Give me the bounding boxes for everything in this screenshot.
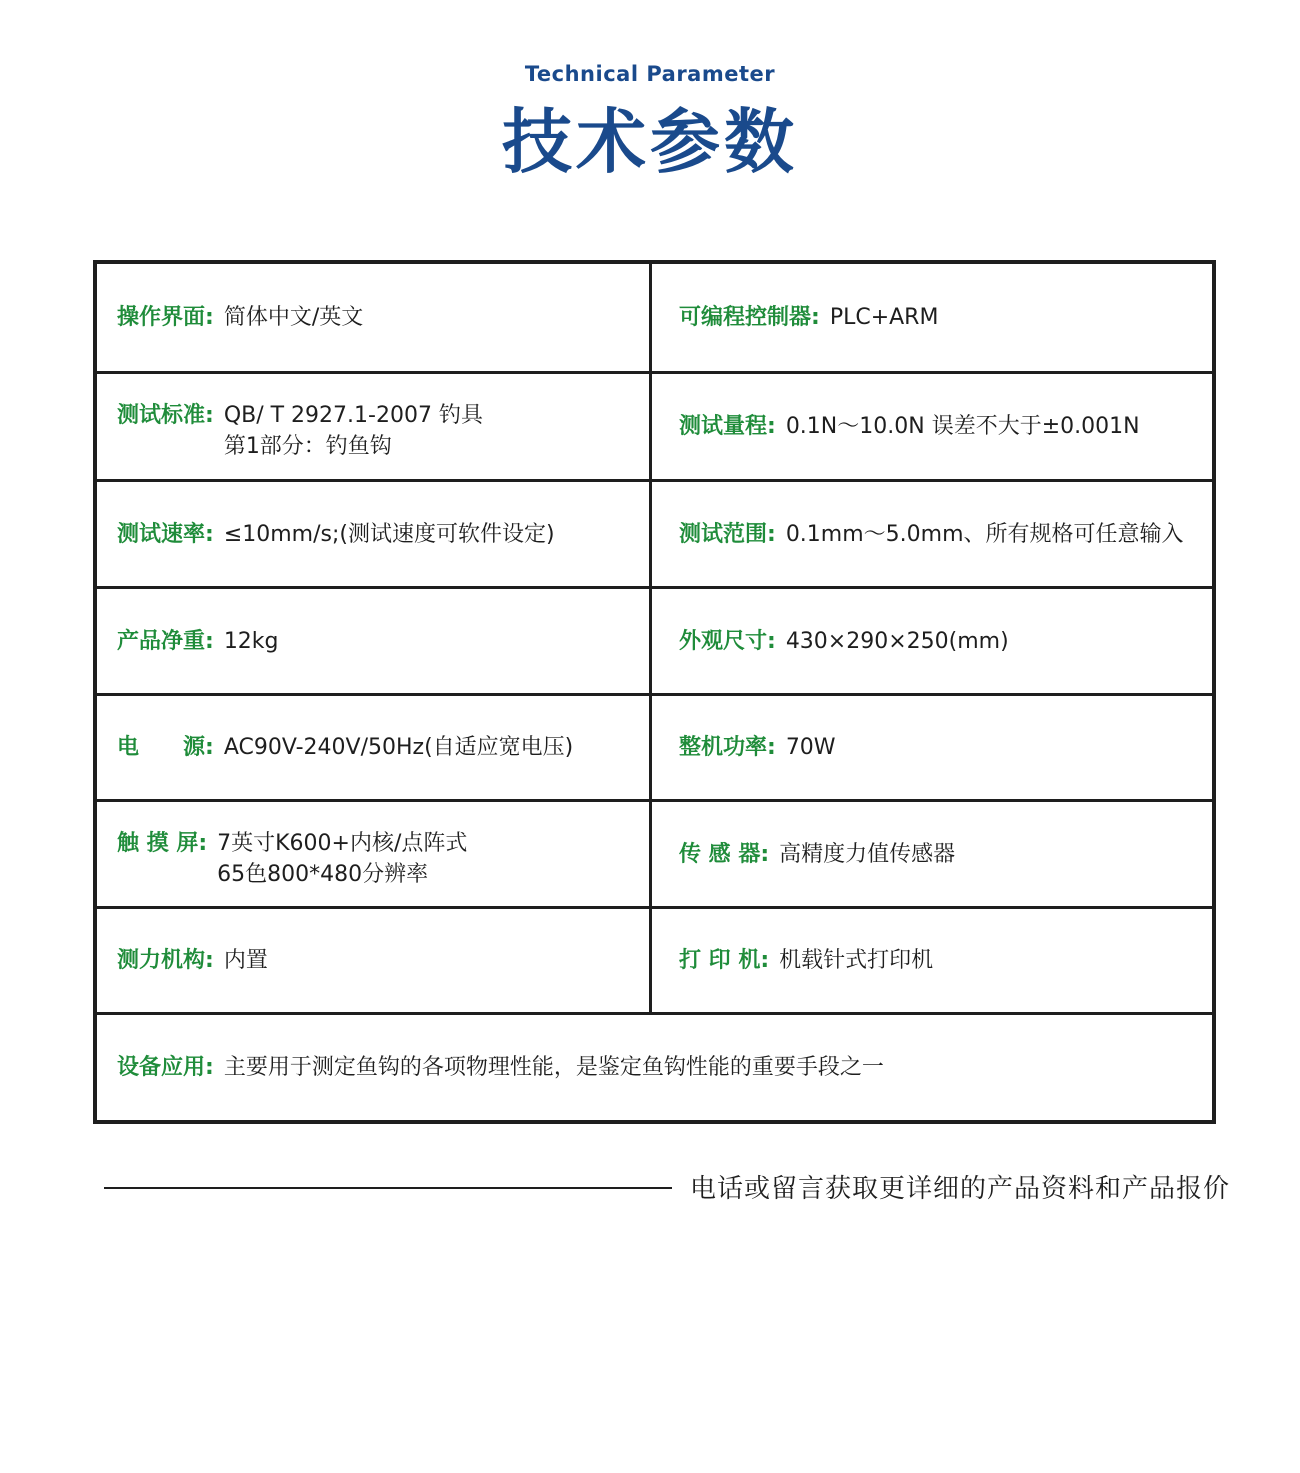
spec-cell-size <box>652 589 1212 696</box>
spec-cell-plc <box>652 264 1212 374</box>
spec-cell-wattage <box>652 696 1212 802</box>
spec-label: 可编程控制器: <box>679 305 820 330</box>
spec-value: 0.1N～10.0N 误差不大于±0.001N <box>785 414 1140 439</box>
spec-cell-touchscreen <box>97 802 652 909</box>
spec-value <box>224 400 483 462</box>
spec-label: 测力机构: <box>117 948 214 973</box>
spec-value: 内置 <box>223 948 268 973</box>
spec-label: 产品净重: <box>117 628 214 654</box>
spec-label: 电 源: <box>117 735 214 760</box>
spec-value: 12kg <box>223 628 279 654</box>
spec-cell-weight <box>97 589 652 696</box>
spec-cell-speed <box>97 482 652 589</box>
spec-label: 传 感 器: <box>679 841 770 867</box>
footer-divider <box>104 1187 672 1189</box>
spec-value: 主要用于测定鱼钩的各项物理性能，是鉴定鱼钩性能的重要手段之一 <box>223 1055 884 1080</box>
spec-label: 设备应用: <box>117 1055 214 1080</box>
spec-label: 外观尺寸: <box>679 628 776 654</box>
spec-label: 测试范围: <box>679 521 776 547</box>
spec-label: 测试标准: <box>117 403 214 428</box>
spec-cell-application <box>97 1015 1212 1120</box>
spec-cell-standard <box>97 374 652 482</box>
spec-label: 整机功率: <box>679 735 776 760</box>
spec-value-line: 7英寸K600+内核/点阵式 <box>217 831 468 856</box>
spec-value-line: 65色800*480分辨率 <box>217 862 429 887</box>
spec-table <box>93 260 1216 1124</box>
spec-value-line: QB/ T 2927.1-2007 钓具 <box>223 403 483 428</box>
spec-cell-range <box>652 374 1212 482</box>
spec-label: 测试速率: <box>117 521 214 547</box>
spec-value: ≤10mm/s;(测试速度可软件设定) <box>223 521 555 547</box>
page-title: 技术参数 <box>502 101 798 183</box>
spec-label: 操作界面: <box>117 305 214 330</box>
spec-value: 0.1mm～5.0mm、所有规格可任意输入 <box>785 521 1184 547</box>
spec-cell-ui <box>97 264 652 374</box>
spec-value: 430×290×250(mm) <box>785 628 1009 654</box>
spec-label: 触 摸 屏: <box>117 831 208 856</box>
spec-cell-scope <box>652 482 1212 589</box>
spec-cell-sensor <box>652 802 1212 909</box>
section-subtitle: Technical Parameter <box>524 62 776 86</box>
spec-value: 高精度力值传感器 <box>779 841 956 867</box>
spec-value: 70W <box>785 735 836 760</box>
spec-value: 简体中文/英文 <box>223 305 364 330</box>
spec-label: 测试量程: <box>679 414 776 439</box>
contact-prompt: 电话或留言获取更详细的产品资料和产品报价 <box>690 1174 1231 1204</box>
spec-cell-mechanism <box>97 909 652 1015</box>
spec-cell-printer <box>652 909 1212 1015</box>
spec-value: PLC+ARM <box>829 305 939 330</box>
spec-cell-power <box>97 696 652 802</box>
spec-value <box>217 828 467 890</box>
spec-label: 打 印 机: <box>679 948 770 973</box>
spec-value: 机载针式打印机 <box>779 948 934 973</box>
spec-value: AC90V-240V/50Hz(自适应宽电压) <box>223 735 574 760</box>
spec-value-line: 第1部分：钓鱼钩 <box>223 434 392 459</box>
